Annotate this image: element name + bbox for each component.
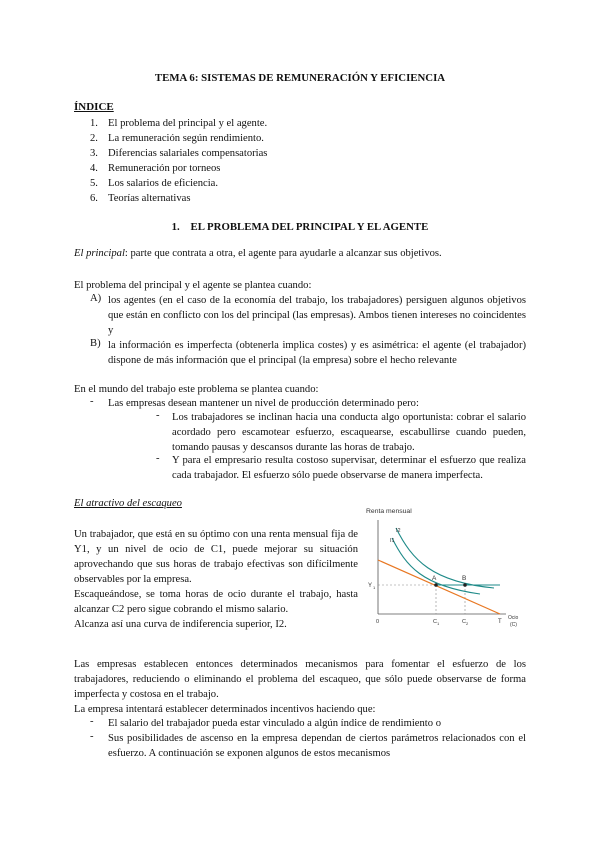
- dash-marker: -: [90, 396, 94, 407]
- toc-item: 2. La remuneración según rendimiento.: [90, 133, 264, 144]
- dash-marker: -: [90, 731, 94, 742]
- indifference-chart: [362, 502, 528, 632]
- condition-b: la información es imperfecta (obtenerla implica costes) y es asimétrica: el agente (el trabajador) dispone de más información que el principal (la empresa) sobre el hecho relevante: [108, 340, 526, 366]
- t-tick-label: T: [498, 619, 502, 625]
- c2-tick-sub: 2: [466, 621, 469, 626]
- toc-item: 3. Diferencias salariales compensatorias: [90, 148, 268, 159]
- c1-tick-label: C: [433, 619, 437, 625]
- index-heading: ÍNDICE: [74, 101, 114, 113]
- point-a-label: A: [432, 575, 437, 582]
- section-heading: [0, 221, 600, 233]
- toc-item: 6. Teorías alternativas: [90, 193, 191, 204]
- point-b-label: B: [462, 575, 467, 582]
- x-axis-label-unit: (C): [510, 622, 517, 628]
- point-a-marker: [434, 583, 438, 587]
- document-title: TEMA 6: SISTEMAS DE REMUNERACIÓN Y EFICIENCIA: [154, 72, 446, 84]
- work-subpoint: Y para el empresario resulta costoso supervisar, determinar el esfuerzo que realiza cada trabajador. El esfuerzo sólo puede observarse de manera imperfecta.: [172, 455, 526, 481]
- curve-label-i2: I2: [396, 528, 401, 534]
- work-intro: En el mundo del trabajo este problema se plantea cuando:: [74, 384, 319, 395]
- section-title: EL PROBLEMA DEL PRINCIPAL Y EL AGENTE: [190, 221, 429, 233]
- definition-text: : parte que contrata a otra, el agente para ayudarle a alcanzar sus objetivos.: [124, 248, 442, 259]
- escaqueo-p2: Escaqueándose, se toma horas de ocio durante el trabajo, hasta alcanzar C2 pero sigue cobrando el mismo salario.: [74, 589, 358, 615]
- toc-item: 5. Los salarios de eficiencia.: [90, 178, 219, 189]
- incentive-item: El salario del trabajador pueda estar vinculado a algún índice de rendimiento o: [108, 718, 441, 729]
- incentives-paragraph: Las empresas establecen entonces determinados mecanismos para fomentar el esfuerzo de los trabajadores, reduciendo o eliminando el problema del escaqueo, que sólo puede observarse de forma imperfecta y costosa en el trabajo.: [74, 659, 526, 700]
- indifference-curve-i2: [396, 528, 494, 588]
- definition-term: El principal: [74, 248, 125, 259]
- problem-intro: El problema del principal y el agente se plantea cuando:: [74, 280, 312, 291]
- c1-tick-sub: 1: [437, 621, 440, 626]
- principal-definition: [74, 246, 526, 261]
- toc-item: 1. El problema del principal y el agente.: [90, 118, 268, 129]
- work-subpoint: Los trabajadores se inclinan hacia una conducta algo oportunista: cobrar el salario acordado pero escamotear esfuerzo, escaquearse, escabullirse cuando pueden, tomando pausas y descansos durante las horas de trabajo.: [172, 412, 526, 453]
- escaqueo-p3: Alcanza así una curva de indiferencia superior, I2.: [74, 619, 287, 630]
- condition-marker: B): [90, 338, 101, 349]
- incentives-intro: La empresa intentará establecer determinados incentivos haciendo que:: [74, 704, 376, 715]
- incentive-item: Sus posibilidades de ascenso en la empresa dependan de ciertos parámetros relacionados con el esfuerzo. A continuación se exponen algunos de estos mecanismos: [108, 733, 526, 759]
- escaqueo-p1: Un trabajador, que está en su óptimo con una renta mensual fija de Y1, y un nivel de ocio de C1, puede mejorar su situación aprovechando que sus horas de trabajo efectivas son difícilmente observables por la empresa.: [74, 529, 358, 585]
- y1-tick-label: Y: [368, 583, 373, 589]
- dash-marker: -: [156, 453, 160, 464]
- section-number: 1.: [171, 221, 180, 233]
- escaqueo-paragraph: [74, 527, 358, 632]
- table-of-contents: [90, 116, 267, 206]
- toc-item: 4. Remuneración por torneos: [90, 163, 221, 174]
- point-b-marker: [463, 583, 467, 587]
- dash-marker: -: [90, 716, 94, 727]
- y1-tick-sub: 1: [373, 585, 376, 590]
- condition-a: los agentes (en el caso de la economía del trabajo, los trabajadores) persiguen algunos objetivos que están en conflicto con los del principal (las empresas). Ambos tienen intereses no coincidentes y: [108, 295, 526, 336]
- c2-tick-label: C: [462, 619, 466, 625]
- x-axis-label: Ocio: [508, 615, 519, 621]
- dash-marker: -: [156, 410, 160, 421]
- condition-marker: A): [90, 293, 102, 304]
- escaqueo-heading: El atractivo del escaqueo: [74, 498, 182, 509]
- origin-label: 0: [376, 619, 380, 625]
- chart-title: Renta mensual: [366, 508, 412, 515]
- curve-label-i1: I1: [390, 538, 395, 544]
- work-point: Las empresas desean mantener un nivel de producción determinado pero:: [108, 398, 419, 409]
